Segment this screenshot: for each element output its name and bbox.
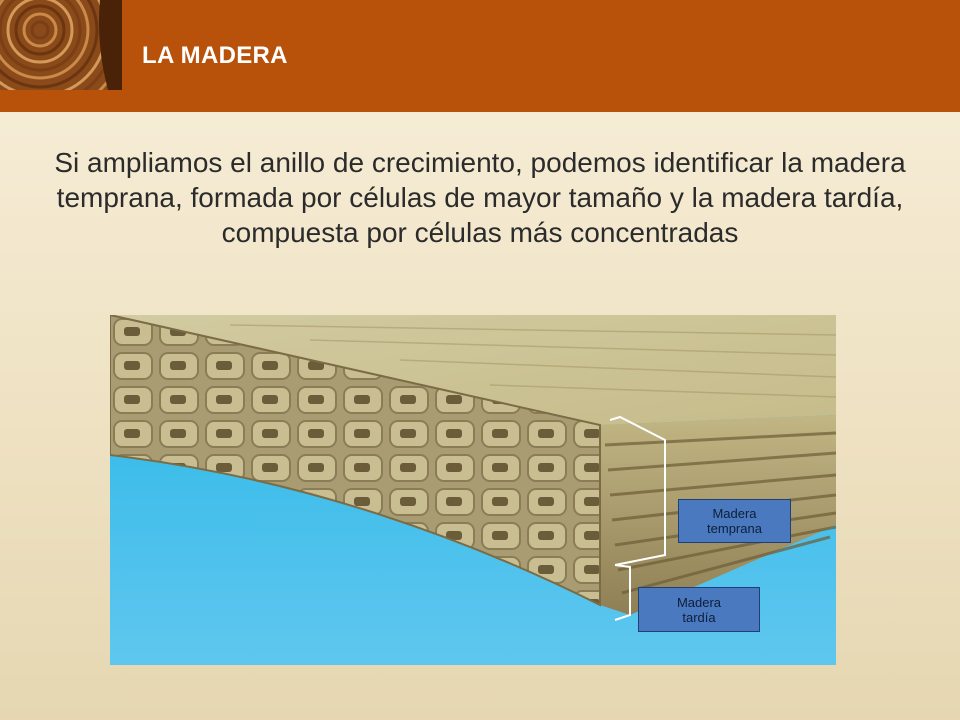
label-madera-temprana: Madera temprana (678, 499, 791, 543)
page-title: LA MADERA (142, 42, 288, 69)
label-madera-tardia: Madera tardía (638, 587, 760, 632)
slide-header (0, 0, 960, 112)
slide-paragraph: Si ampliamos el anillo de crecimiento, podemos identificar la madera temprana, formada por células de mayor tamaño y la madera tardía, compuesta por células más concentradas (54, 147, 906, 248)
wood-cell-structure-illustration (110, 315, 836, 665)
wood-rings-icon (0, 0, 122, 90)
